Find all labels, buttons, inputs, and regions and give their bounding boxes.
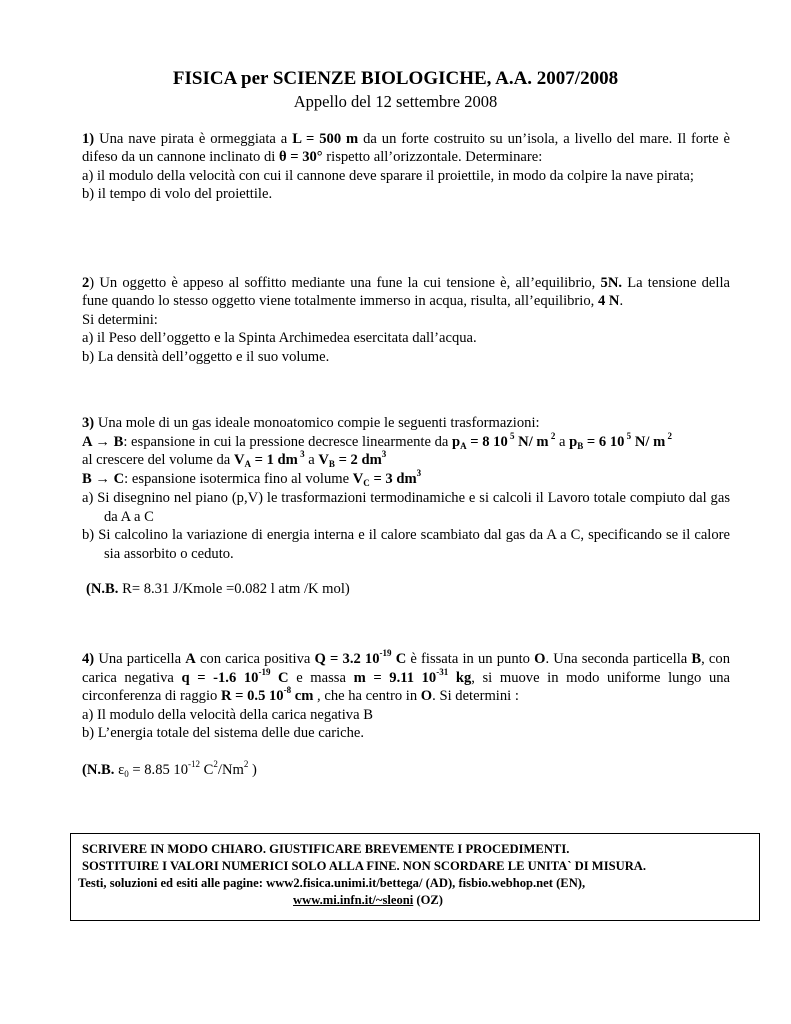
problem-2-text <box>82 274 730 311</box>
problem-3 <box>82 414 730 598</box>
particle-a: A <box>185 651 196 667</box>
VC-sub: C <box>363 478 370 489</box>
problem-3-item-b: b) Si calcolino la variazione di energia interna e il calore scambiato dal gas da A a C, specificando se il calore sia assorbito o ceduto. <box>82 527 730 562</box>
distance-value: L = 500 m <box>292 131 359 147</box>
problem-4-number: 4) <box>82 651 95 667</box>
problem-3-nb-text: R= 8.31 J/Kmole =0.082 l atm /K mol) <box>118 580 350 597</box>
instructions-line-4 <box>293 892 593 910</box>
problem-4-nb-label: (N.B. <box>82 761 115 778</box>
point-o-2: O <box>420 688 433 705</box>
p4-t4: . Una seconda particella <box>545 651 692 667</box>
VB-symbol: V <box>318 452 329 469</box>
problem-4-item-b: b) L’energia totale del sistema delle due cariche. <box>82 725 365 742</box>
pA-unit-exp: 2 <box>548 430 556 441</box>
pB-value: = 6 10 <box>583 433 625 450</box>
problem-2-line2: Si determini: <box>82 311 158 328</box>
particle-b: B <box>691 651 702 667</box>
VA-exp: 3 <box>297 449 305 460</box>
m-exp: -31 <box>436 666 449 677</box>
problem-2-number: 2 <box>82 275 90 291</box>
epsilon-unit-exp: 2 <box>213 758 218 769</box>
ab-text-c: al crescere del volume da <box>82 452 234 469</box>
Q-unit: C <box>391 651 407 667</box>
pB-sub: B <box>577 440 584 451</box>
instructions-line-4-tail: (OZ) <box>413 893 443 907</box>
epsilon-value: = 8.85 10 <box>128 761 189 778</box>
problem-2-item-a: a) il Peso dell’oggetto e la Spinta Archimedea esercitata dall’acqua. <box>82 330 477 347</box>
problem-1 <box>82 130 730 204</box>
VB-value: = 2 dm <box>334 452 382 469</box>
VA-value: = 1 dm <box>250 452 298 469</box>
epsilon-unit2: /Nm <box>217 761 244 778</box>
problem-2-intro-b: La tensione della fune quando lo stesso oggetto viene totalmente immerso in acqua, risulta, all’equilibrio, <box>82 275 730 310</box>
problem-3-intro-text: Una mole di un gas ideale monoatomico compie le seguenti trasformazioni: <box>94 415 540 431</box>
angle-value: θ = 30° <box>278 149 323 166</box>
VC-exp: 3 <box>416 468 422 479</box>
VC-value: = 3 dm <box>369 471 417 488</box>
page-title: FISICA per SCIENZE BIOLOGICHE, A.A. 2007/2008 <box>172 68 619 89</box>
pB-unit: N/ m <box>631 433 666 450</box>
p4-t3: è fissata in un punto <box>406 651 535 667</box>
VC-symbol: V <box>352 471 364 488</box>
point-o: O <box>534 651 546 667</box>
instructions-line-1: SCRIVERE IN MODO CHIARO. GIUSTIFICARE BREVEMENTE I PROCEDIMENTI. <box>82 842 570 856</box>
ab-label: A → B <box>82 433 124 450</box>
epsilon-close: ) <box>248 761 257 778</box>
pA-value: = 8 10 <box>466 433 508 450</box>
p4-t6: e massa <box>288 669 354 686</box>
problem-3-item-a: a) Si disegnino nel piano (p,V) le trasformazioni termodinamiche e si calcoli il Lavoro totale compiuto dal gas da A a C <box>82 489 730 525</box>
VB-sub: B <box>328 459 335 470</box>
epsilon-exp: -12 <box>188 758 201 769</box>
R-value: R = 0.5 10 <box>220 688 284 705</box>
VA-sub: A <box>244 459 251 470</box>
instructions-line-3: Testi, soluzioni ed esiti alle pagine: www2.fisica.unimi.it/bettega/ (AD), fisbio.webhop.net (EN), <box>78 876 586 890</box>
problem-3-number: 3) <box>82 415 95 431</box>
instructions-line-2: SOSTITUIRE I VALORI NUMERICI SOLO ALLA FINE. NON SCORDARE LE UNITA` DI MISURA. <box>82 859 647 873</box>
q-unit: C <box>270 669 289 686</box>
problem-4 <box>82 650 730 780</box>
transformation-ab <box>82 430 730 452</box>
problem-4-note <box>82 758 730 780</box>
problem-1-item-b: b) il tempo di volo del proiettile. <box>82 186 273 203</box>
Q-exp: -19 <box>379 648 392 658</box>
tension-2-value: 4 N <box>597 293 620 310</box>
p4-t9: . Si determini : <box>432 688 519 705</box>
pA-sub: A <box>460 440 467 451</box>
page-subtitle: Appello del 12 settembre 2008 <box>293 92 498 111</box>
transformation-ab-cont <box>82 451 730 470</box>
problem-1-intro-b: da un forte costruito su un’isola, a livello del mare. Il forte è difeso da un cannone inclinato di <box>82 131 730 166</box>
problem-3-note <box>82 580 730 599</box>
problem-1-number: 1) <box>82 131 95 147</box>
q-value: q = -1.6 10 <box>181 669 259 686</box>
p4-t5: , con carica negativa <box>82 651 731 686</box>
Q-value: Q = 3.2 10 <box>314 651 380 667</box>
problem-1-intro-a: Una nave pirata è ormeggiata a <box>94 131 293 147</box>
VB-exp: 3 <box>381 449 387 460</box>
problem-4-text <box>82 650 730 706</box>
ab-text-a: : espansione in cui la pressione decresce linearmente da <box>123 433 452 450</box>
p4-t1: Una particella <box>94 651 186 667</box>
problem-1-intro-c: rispetto all’orizzontale. Determinare: <box>322 149 543 166</box>
ab-text-d: a <box>304 452 319 469</box>
m-unit: kg <box>448 669 472 686</box>
pA-exp: 5 <box>507 430 515 441</box>
problem-2-intro-c: . <box>619 293 624 310</box>
q-exp: -19 <box>258 666 271 677</box>
R-unit: cm <box>291 688 314 705</box>
sleoni-link[interactable]: www.mi.infn.it/~sleoni <box>293 893 414 907</box>
R-exp: -8 <box>283 685 292 696</box>
pB-symbol: p <box>569 433 578 450</box>
problem-2-item-b: b) La densità dell’oggetto e il suo volume. <box>82 348 330 365</box>
bc-text: : espansione isotermica fino al volume <box>124 471 353 488</box>
pB-exp: 5 <box>624 430 632 441</box>
problem-3-intro <box>82 414 730 433</box>
epsilon-unit: C <box>200 761 214 778</box>
p4-t2: con carica positiva <box>195 651 315 667</box>
problem-3-nb-label: (N.B. <box>86 580 119 597</box>
p4-t8: , che ha centro in <box>313 688 421 705</box>
ab-text-b: a <box>555 433 570 450</box>
problem-2 <box>82 274 730 366</box>
m-value: m = 9.11 10 <box>353 669 437 686</box>
pA-unit: N/ m <box>514 433 549 450</box>
pB-unit-exp: 2 <box>665 430 672 441</box>
problem-4-item-a: a) Il modulo della velocità della carica negativa B <box>82 706 373 723</box>
epsilon-sub: 0 <box>124 768 129 779</box>
bc-label: B → C <box>82 471 125 488</box>
transformation-bc <box>82 470 730 489</box>
p4-t7: , si muove in modo uniforme lungo una circonferenza di raggio <box>82 669 731 705</box>
problem-2-intro-a: ) Un oggetto è appeso al soffitto mediante una fune la cui tensione è, all’equilibrio, <box>89 275 601 291</box>
problem-1-item-a: a) il modulo della velocità con cui il cannone deve sparare il proiettile, in modo da colpire la nave pirata; <box>82 167 694 184</box>
pA-symbol: p <box>452 433 461 450</box>
tension-1-value: 5N. <box>600 275 623 291</box>
problem-1-text <box>82 130 730 167</box>
VA-symbol: V <box>233 452 245 469</box>
epsilon-unit2-exp: 2 <box>243 758 249 769</box>
epsilon-symbol: ε <box>114 761 125 778</box>
